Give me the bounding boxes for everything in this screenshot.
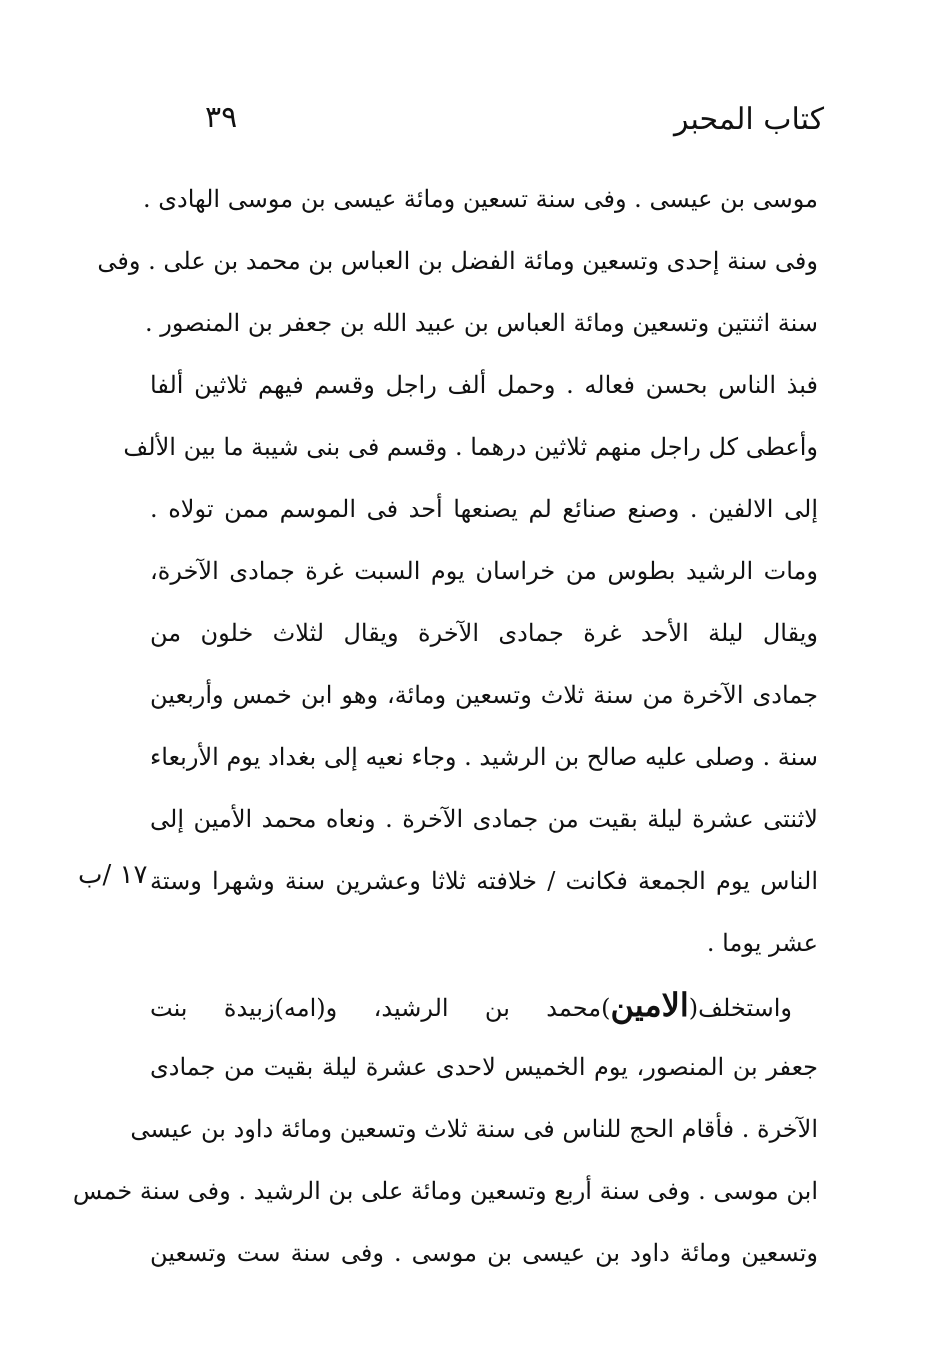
text-fragment: )محمد بن الرشيد، و(امه)زبيدة بنت [150,994,611,1022]
text-line: إلى الالفين . وصنع صنائع لم يصنعها أحد فى الموسم ممن تولاه . [150,495,818,523]
text-line: جعفر بن المنصور، يوم الخميس لاحدى عشرة ليلة بقيت من جمادى [150,1053,818,1081]
text-line: عشر يوما . [706,929,818,957]
text-line: الآخرة . فأقام الحج للناس فى سنة ثلاث وتسعين ومائة داود بن عيسى [130,1115,818,1143]
text-line: موسى بن عيسى . وفى سنة تسعين ومائة عيسى بن موسى الهادى . [143,185,818,213]
text-line: وفى سنة إحدى وتسعين ومائة الفضل بن العباس بن محمد بن على . وفى [97,247,818,275]
text-line: ويقال ليلة الأحد غرة جمادى الآخرة ويقال لثلاث خلون من [150,619,818,647]
text-line: الناس يوم الجمعة فكانت / خلافته ثلاثا وعشرين سنة وشهرا وستة [150,867,818,895]
manuscript-folio-marker: ١٧ /ب [78,860,148,890]
paragraph-start-line [150,974,818,1036]
text-line: ابن موسى . وفى سنة أربع وتسعين ومائة على بن الرشيد . وفى سنة خمس [72,1177,818,1205]
section-heading-inline: الامين [610,986,689,1024]
text-line: جمادى الآخرة من سنة ثلاث وتسعين ومائة، وهو ابن خمس وأربعين [150,681,818,709]
running-title: كتاب المحبر [673,102,824,137]
text-line: ومات الرشيد بطوس من خراسان يوم السبت غرة جمادى الآخرة، [150,557,818,585]
page-number: ٣٩ [205,100,238,135]
text-line: فبذ الناس بحسن فعاله . وحمل ألف راجل وقسم فيهم ثلاثين ألفا [150,371,818,399]
text-line: لاثنتى عشرة ليلة بقيت من جمادى الآخرة . ونعاه محمد الأمين إلى [150,805,818,833]
text-fragment: واستخلف( [688,994,792,1022]
text-line: وتسعين ومائة داود بن عيسى بن موسى . وفى سنة ست وتسعين [150,1239,818,1267]
text-line: سنة . وصلى عليه صالح بن الرشيد . وجاء نعيه إلى بغداد يوم الأربعاء [150,743,818,771]
text-line: وأعطى كل راجل منهم ثلاثين درهما . وقسم فى بنى شيبة ما بين الألف [123,433,818,461]
text-line: سنة اثنتين وتسعين ومائة العباس بن عبيد الله بن جعفر بن المنصور . [145,309,818,337]
